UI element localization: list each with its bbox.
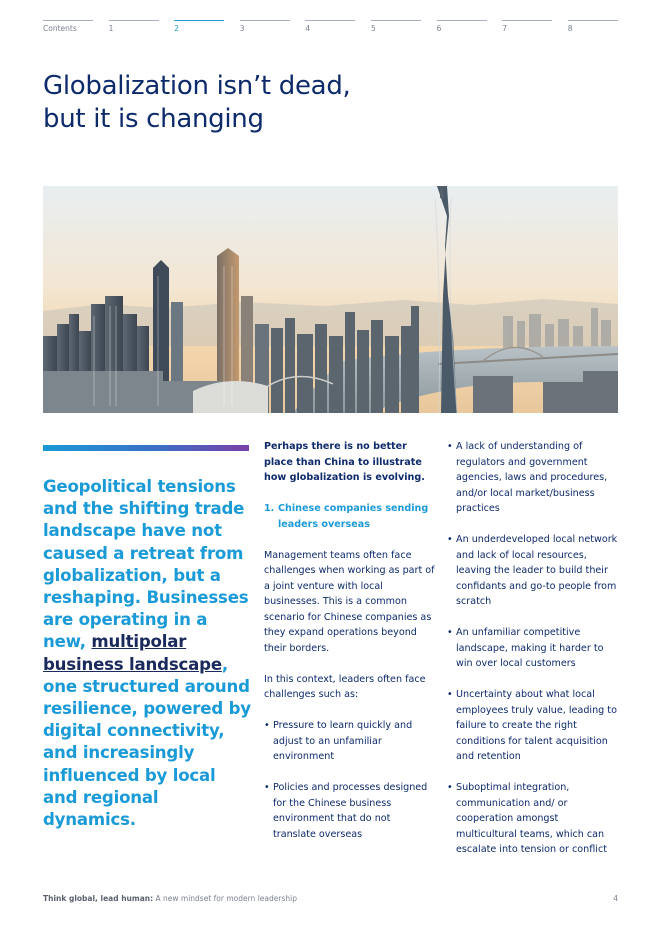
list-item: • Pressure to learn quickly and adjust to an unfamiliar environment — [264, 718, 436, 765]
nav-label: Contents — [43, 24, 77, 33]
nav-label: 2 — [174, 24, 179, 33]
numbered-heading — [264, 501, 436, 532]
nav-item-7[interactable] — [502, 20, 552, 34]
heading-number: 1. — [264, 503, 275, 514]
list-item: • Policies and processes designed for the Chinese business environment that do not translate overseas — [264, 780, 436, 842]
nav-label: 4 — [305, 24, 311, 33]
skyline-illustration — [43, 186, 618, 413]
nav-bar — [437, 20, 487, 21]
nav-item-6[interactable] — [437, 20, 487, 34]
footer-publication-title — [43, 894, 297, 903]
nav-bar — [43, 20, 93, 21]
nav-item-8[interactable] — [568, 20, 618, 34]
footer-title-bold: Think global, lead human: — [43, 894, 154, 903]
accent-gradient-rule — [43, 445, 249, 451]
nav-item-contents[interactable] — [43, 20, 93, 34]
list-item: • A lack of understanding of regulators and government agencies, laws and procedures, and/or local market/business practices — [447, 439, 621, 517]
list-item: • An underdeveloped local network and lack of local resources, leaving the leader to build their confidants and go-to people from scratch — [447, 532, 621, 610]
nav-bar — [240, 20, 290, 21]
list-item: • An unfamiliar competitive landscape, making it harder to win over local customers — [447, 625, 621, 672]
pull-quote — [43, 476, 255, 831]
page-title-line-2: but it is changing — [43, 104, 264, 134]
nav-bar — [371, 20, 421, 21]
multipolar-business-landscape-link[interactable]: multipolar business landscape — [43, 632, 222, 674]
list-item: • Suboptimal integration, communication and/ or cooperation amongst multicultural teams, which can escalate into tension or conflict — [447, 780, 621, 858]
nav-label: 5 — [371, 24, 376, 33]
pull-quote-text-end: , one structured around resilience, powered by digital connectivity, and increasingly influenced by local and regional dynamics. — [43, 654, 251, 830]
nav-bar — [174, 20, 224, 21]
body-column-right — [447, 439, 621, 858]
hero-skyline-image — [43, 186, 618, 413]
heading-text: Chinese companies sending leaders overseas — [278, 503, 429, 530]
lead-paragraph: Perhaps there is no better place than China to illustrate how globalization is evolving. — [264, 441, 425, 483]
body-column-middle — [264, 439, 436, 842]
section-navigation — [43, 20, 618, 34]
nav-item-4[interactable] — [305, 20, 355, 34]
nav-label: 1 — [108, 24, 114, 33]
nav-label: 8 — [567, 24, 573, 33]
list-item: • Uncertainty about what local employees truly value, leading to failure to create the right conditions for talent acquisition and retention — [447, 687, 621, 765]
nav-label: 3 — [239, 24, 245, 33]
nav-item-3[interactable] — [240, 20, 290, 34]
body-paragraph: In this context, leaders often face challenges such as: — [264, 673, 426, 700]
nav-label: 7 — [502, 24, 507, 33]
pull-quote-text: Geopolitical tensions and the shifting trade landscape have not caused a retreat from globalization, but a reshaping. Businesses are operating in a new, — [43, 477, 249, 652]
challenge-list-continued — [447, 439, 621, 858]
body-paragraph: Management teams often face challenges when working as part of a joint venture with local businesses. This is a common scenario for Chinese companies as they expand operations beyond their borders. — [264, 549, 435, 654]
nav-item-1[interactable] — [109, 20, 159, 34]
nav-bar — [502, 20, 552, 21]
page-number: 4 — [613, 894, 618, 903]
nav-item-2[interactable] — [174, 20, 224, 34]
nav-bar — [305, 20, 355, 21]
nav-bar — [109, 20, 159, 21]
page-title-line-1: Globalization isn’t dead, — [43, 71, 351, 101]
footer-title-rest: A new mindset for modern leadership — [153, 894, 297, 903]
nav-bar — [568, 20, 618, 21]
nav-item-5[interactable] — [371, 20, 421, 34]
page-title — [43, 70, 463, 136]
challenge-list — [264, 718, 436, 842]
nav-label: 6 — [436, 24, 442, 33]
